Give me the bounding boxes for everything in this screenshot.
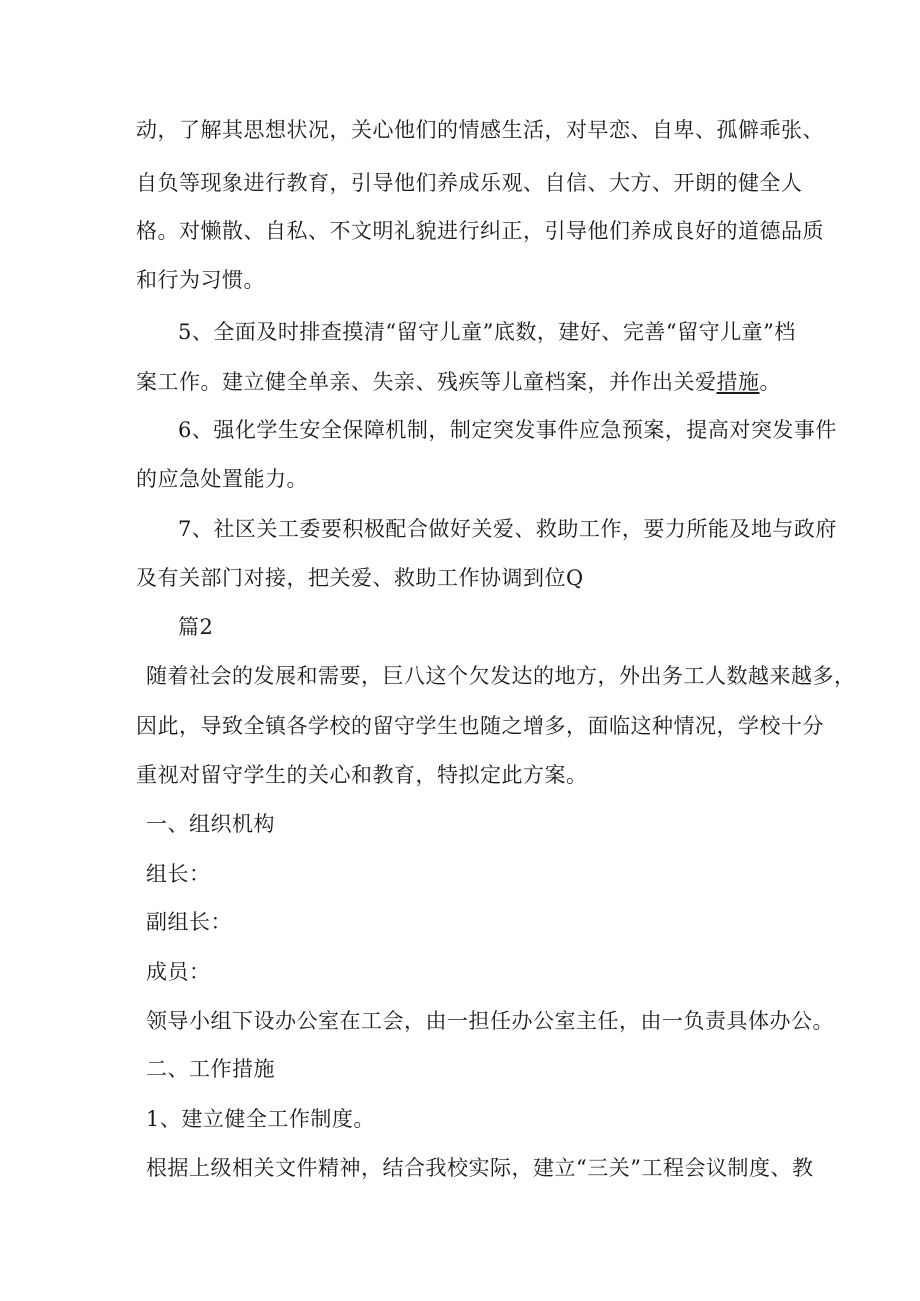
paragraph-text: 案工作。建立健全单亲、失亲、残疾等儿童档案，并作出关爱 (136, 370, 717, 394)
paragraph-line: 领导小组下设办公室在工会，由一担任办公室主任，由一负责具体办公。 (146, 1009, 834, 1033)
paragraph-line: 及有关部门对接，把关爱、救助工作协调到位Q (136, 566, 584, 590)
section-heading: 一、组织机构 (146, 812, 275, 836)
paragraph-line: 5、全面及时排查摸清“留守儿童”底数，建好、完善“留守儿童”档 (178, 320, 796, 344)
paragraph-line: 和行为习惯。 (136, 268, 265, 292)
paragraph-line: 根据上级相关文件精神，结合我校实际，建立“三关”工程会议制度、教 (146, 1156, 814, 1180)
paragraph-line: 的应急处置能力。 (136, 467, 308, 491)
paragraph-line: 随着社会的发展和需要，巨八这个欠发达的地方，外出务工人数越来越多， (146, 664, 856, 688)
paragraph-line (136, 368, 781, 396)
list-item: 成员： (146, 960, 211, 984)
paragraph-line: 6、强化学生安全保障机制，制定突发事件应急预案，提高对突发事件 (178, 418, 837, 442)
punctuation: 。 (759, 370, 781, 394)
section-heading: 二、工作措施 (146, 1057, 275, 1081)
paragraph-line: 动，了解其思想状况，关心他们的情感生活，对早恋、自卑、孤僻乖张、 (136, 118, 824, 142)
underlined-term: 措施 (716, 370, 760, 394)
paragraph-line: 自负等现象进行教育，引导他们养成乐观、自信、大方、开朗的健全人 (136, 171, 803, 195)
paragraph-line: 格。对懒散、自私、不文明礼貌进行纠正，引导他们养成良好的道德品质 (136, 219, 824, 243)
list-item: 组长： (146, 862, 211, 886)
section-heading: 篇2 (178, 615, 214, 639)
list-item: 副组长： (146, 910, 232, 934)
paragraph-line: 重视对留守学生的关心和教育，特拟定此方案。 (136, 763, 588, 787)
paragraph-line: 因此，导致全镇各学校的留守学生也随之增多，面临这种情况，学校十分 (136, 714, 824, 738)
list-item: 1、建立健全工作制度。 (146, 1107, 375, 1131)
paragraph-line: 7、社区关工委要积极配合做好关爱、救助工作，要力所能及地与政府 (178, 517, 837, 541)
